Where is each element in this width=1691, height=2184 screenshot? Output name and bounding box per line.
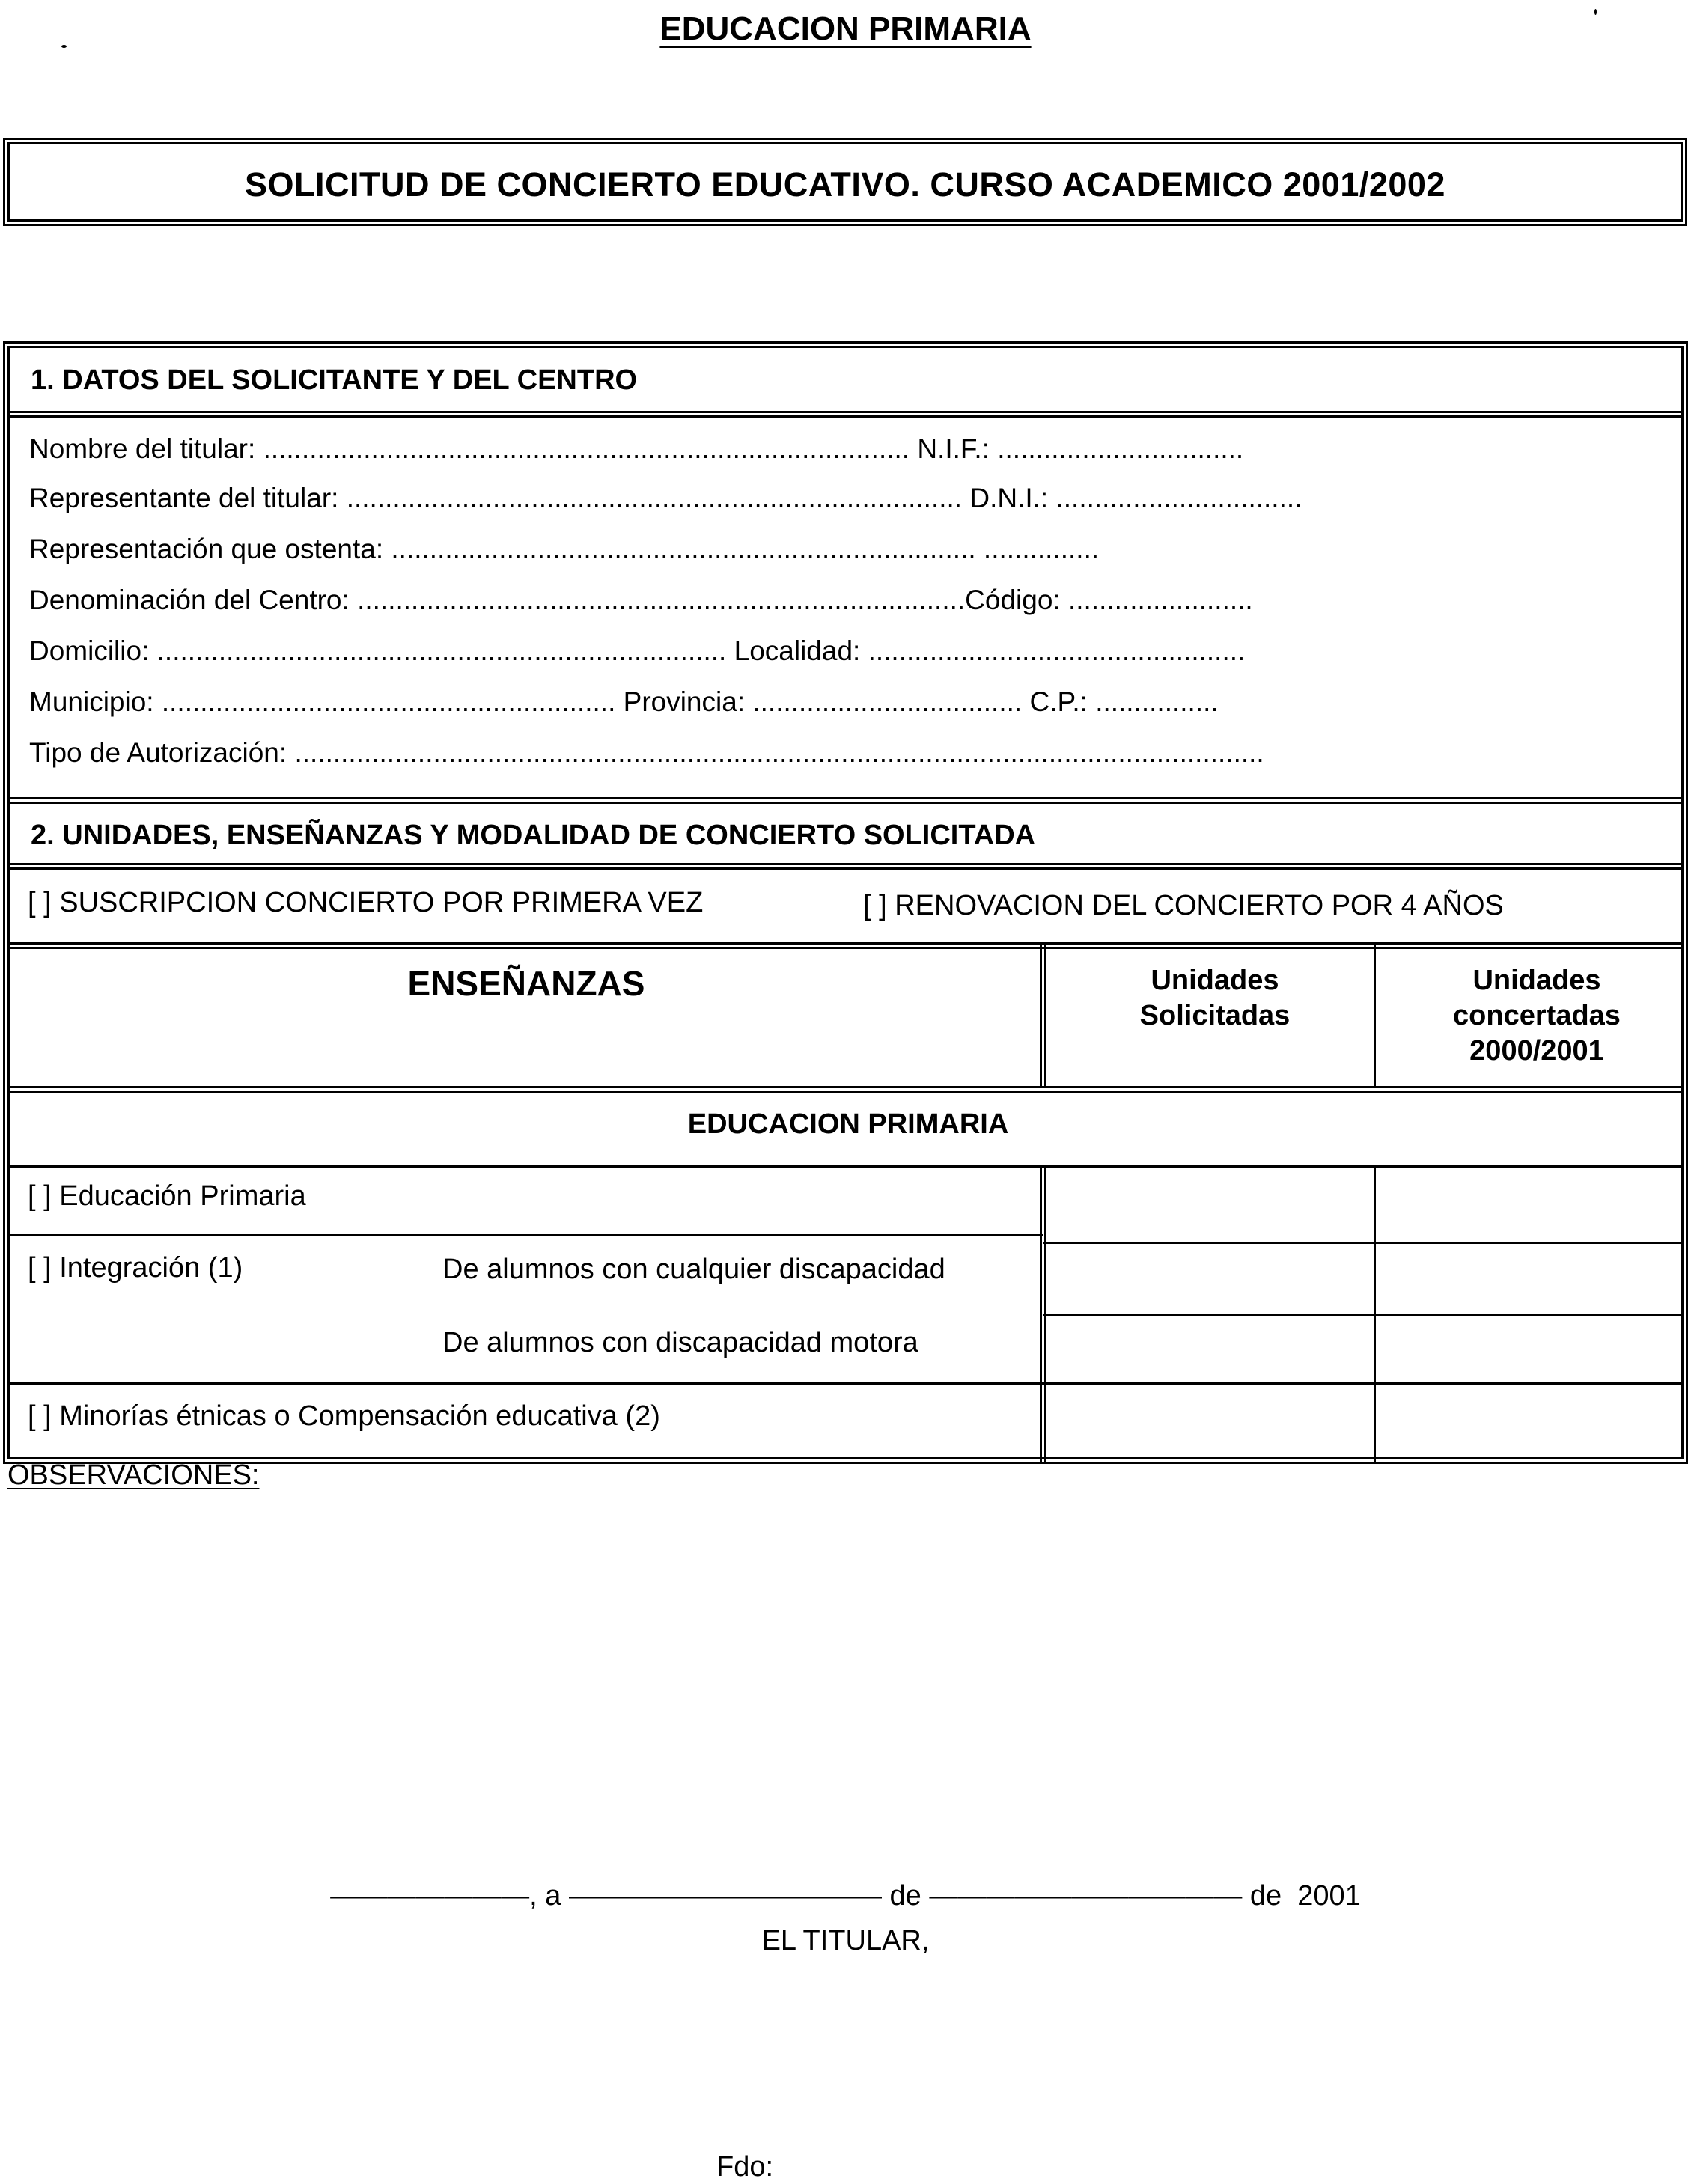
row-integracion-motora: De alumnos con discapacidad motora <box>442 1327 918 1358</box>
field-representante: Representante del titular: ................................................................................ D.N.I.: ................................ <box>29 483 1302 513</box>
table-header-divider <box>10 1086 1681 1088</box>
field-representacion: Representación que ostenta: ............................................................................ ............... <box>29 534 1100 564</box>
section2-title: 2. UNIDADES, ENSEÑANZAS Y MODALIDAD DE CONCIERTO SOLICITADA <box>31 820 1036 851</box>
banner-title: SOLICITUD DE CONCIERTO EDUCATIVO. CURSO ACADEMICO 2001/2002 <box>245 165 1445 204</box>
col-unidades-solicitadas <box>1043 963 1387 1034</box>
group-divider <box>10 1165 1681 1168</box>
scan-speck <box>61 45 67 48</box>
signature-label: Fdo: <box>716 2151 774 2183</box>
titular-label: EL TITULAR, <box>761 1925 930 1956</box>
row-divider-1-cells <box>1043 1242 1681 1244</box>
option-renovacion: [ ] RENOVACION DEL CONCIERTO POR 4 AÑOS <box>863 890 1504 921</box>
section2-divider-top <box>10 797 1681 799</box>
row-divider-integracion-cells <box>1043 1314 1681 1316</box>
observaciones-label: OBSERVACIONES: <box>7 1459 260 1491</box>
date-place-line: ———————, a ——————————— de ——————————— de 2001 <box>330 1880 1361 1912</box>
col-divider-1-head <box>1040 942 1042 1088</box>
col-solicitadas-line1: Unidades <box>1151 965 1279 996</box>
row-minorias: [ ] Minorías étnicas o Compensación educativa (2) <box>28 1400 660 1432</box>
row-divider-1 <box>10 1234 1043 1236</box>
application-form <box>7 346 1684 1459</box>
col-unidades-concertadas <box>1372 963 1691 1069</box>
section2-divider <box>10 863 1681 865</box>
section1-divider <box>10 411 1681 413</box>
field-municipio: Municipio: ........................................................... Provincia: ................................... C.P.: ................ <box>29 686 1219 717</box>
col-ensenanzas: ENSEÑANZAS <box>407 964 645 1003</box>
col-divider-1 <box>1040 1167 1042 1462</box>
scan-speck <box>1594 9 1597 15</box>
row-educacion-primaria: [ ] Educación Primaria <box>28 1180 306 1212</box>
field-domicilio: Domicilio: .......................................................................... Localidad: ................................................. <box>29 635 1246 666</box>
field-denominacion: Denominación del Centro: ...............................................................................Código: ........................ <box>29 585 1253 615</box>
col-solicitadas-line2: Solicitadas <box>1139 1000 1291 1031</box>
group-educacion-primaria: EDUCACION PRIMARIA <box>687 1108 1009 1140</box>
col-divider-2-head <box>1374 942 1376 1088</box>
col-concertadas-line1: Unidades <box>1472 965 1601 996</box>
form-banner <box>7 142 1683 222</box>
row-integracion-cualquier: De alumnos con cualquier discapacidad <box>442 1254 945 1285</box>
page-title: EDUCACION PRIMARIA <box>659 10 1032 47</box>
section1-title: 1. DATOS DEL SOLICITANTE Y DEL CENTRO <box>31 364 638 396</box>
field-tipo-autorizacion: Tipo de Autorización: .............................................................................................................................. <box>29 737 1264 768</box>
row-integracion: [ ] Integración (1) <box>28 1252 243 1284</box>
field-nombre-titular: Nombre del titular: .................................................................................... N.I.F.: ................................ <box>29 433 1244 464</box>
row-divider-2 <box>10 1382 1681 1385</box>
col-concertadas-line3: 2000/2001 <box>1469 1035 1604 1067</box>
options-divider <box>10 942 1681 945</box>
col-concertadas-line2: concertadas <box>1453 1000 1621 1031</box>
option-primera-vez: [ ] SUSCRIPCION CONCIERTO POR PRIMERA VEZ <box>28 887 704 918</box>
